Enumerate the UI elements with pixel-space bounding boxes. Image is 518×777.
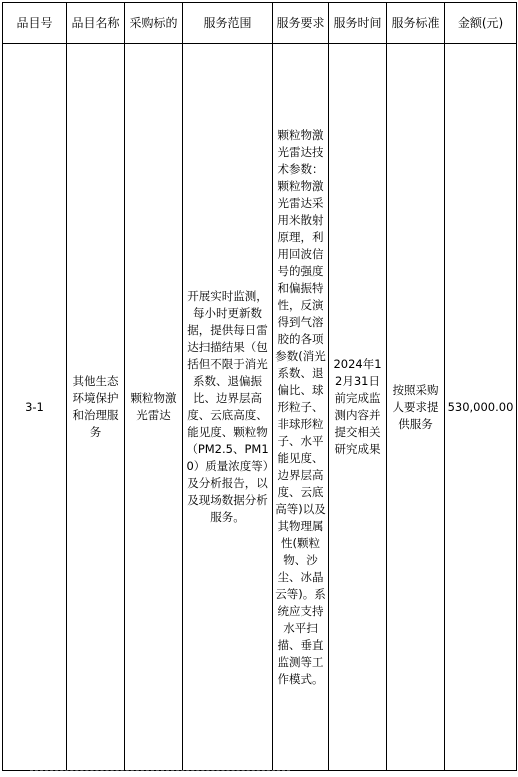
header-subject: 采购标的 — [125, 3, 183, 44]
header-amount: 金额(元) — [445, 3, 517, 44]
cell-requirements: 颗粒物激光雷达技术参数：颗粒物激光雷达采用米散射原理，利用回波信号的强度和偏振特性，反演得到气溶胶的各项参数(消光系数、退偏比、球形粒子、非球形粒子、水平能见度、边界层高度、云底高等)以及其物理属性(颗粒物、沙尘、冰晶云等)。系统应支持水平扫描、垂直监测等工作模式。 — [273, 44, 329, 771]
cell-item-name: 其他生态环境保护和治理服务 — [67, 44, 125, 771]
cell-item-no: 3-1 — [3, 44, 67, 771]
cell-time: 2024年12月31日前完成监测内容并提交相关研究成果 — [329, 44, 387, 771]
header-requirements: 服务要求 — [273, 3, 329, 44]
table-row — [3, 44, 517, 771]
header-row — [3, 3, 517, 44]
header-item-name: 品目名称 — [67, 3, 125, 44]
header-scope: 服务范围 — [183, 3, 273, 44]
cell-amount: 530,000.00 — [445, 44, 517, 771]
cell-scope: 开展实时监测，每小时更新数据，提供每日雷达扫描结果（包括但不限于消光系数、退偏振比、边界层高度、云底高度、能见度、颗粒物（PM2.5、PM10）质量浓度等）及分析报告，以及现场数据分析服务。 — [183, 44, 273, 771]
cell-standard: 按照采购人要求提供服务 — [387, 44, 445, 771]
header-time: 服务时间 — [329, 3, 387, 44]
procurement-table — [2, 2, 517, 771]
cell-subject: 颗粒物激光雷达 — [125, 44, 183, 771]
header-standard: 服务标准 — [387, 3, 445, 44]
header-item-no: 品目号 — [3, 3, 67, 44]
cut-off-text-line — [30, 770, 290, 777]
